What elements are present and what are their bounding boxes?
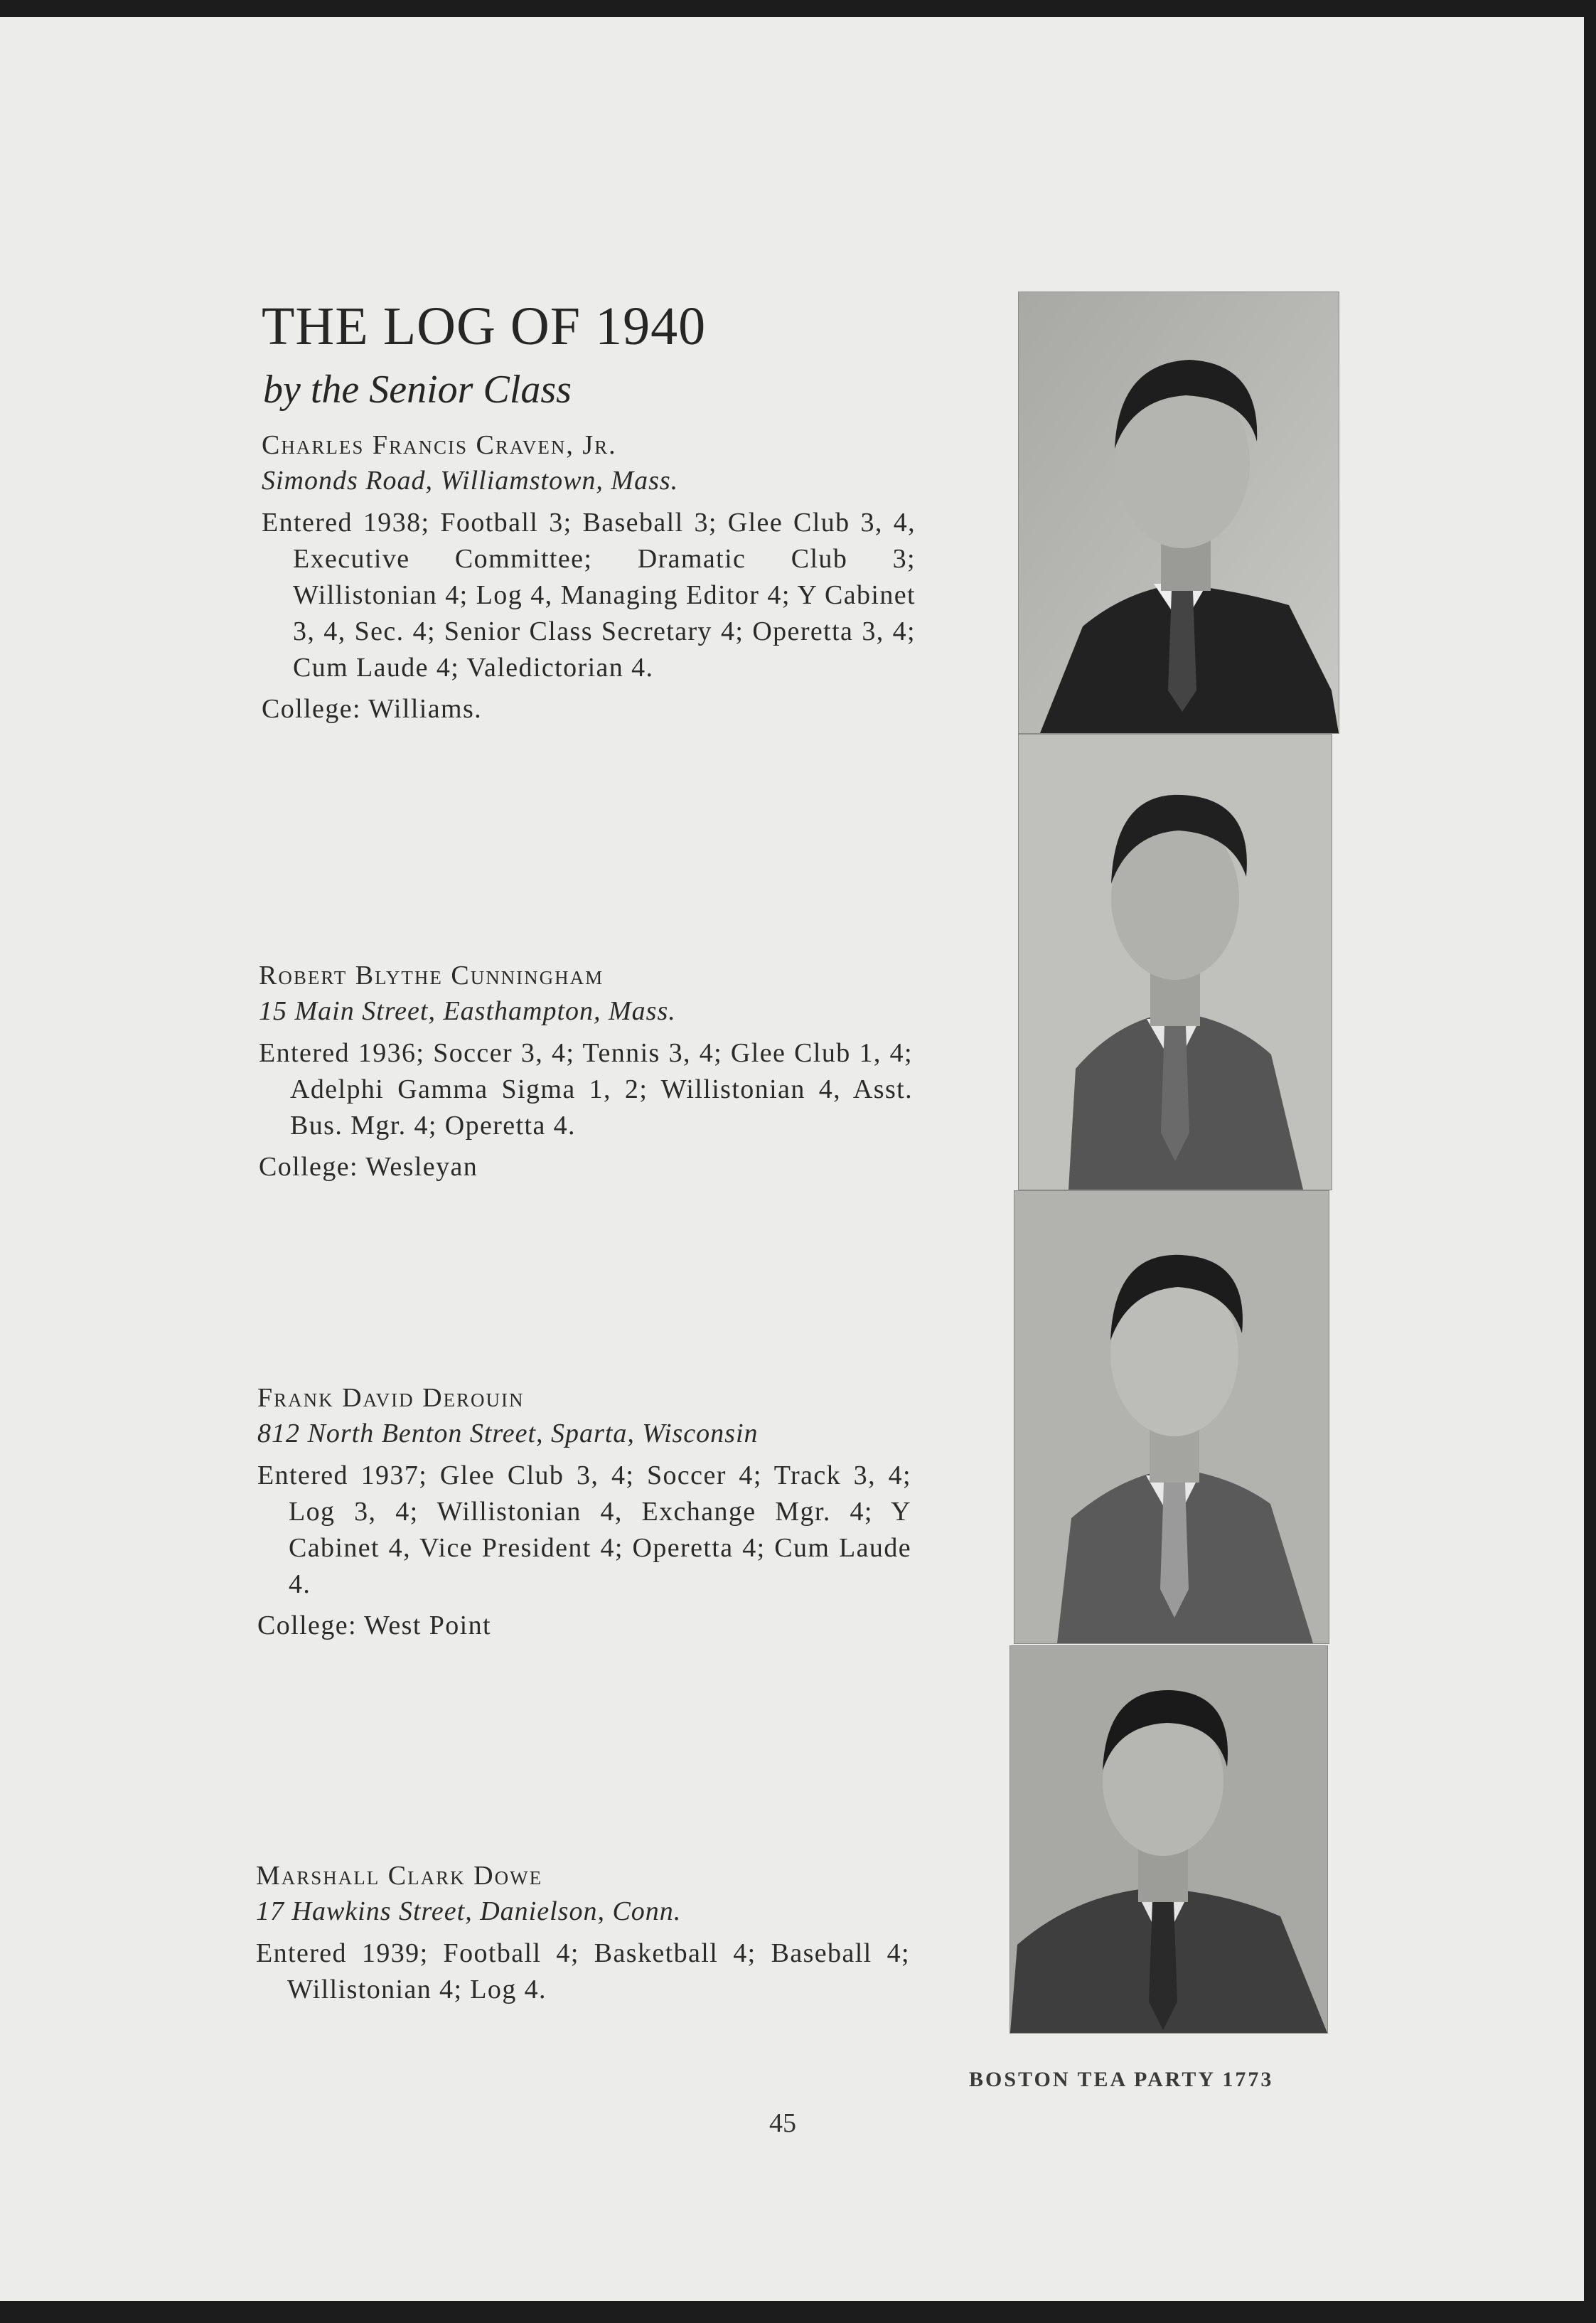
senior-entry bbox=[262, 429, 916, 725]
yearbook-page bbox=[0, 17, 1584, 2301]
page-number: 45 bbox=[769, 2108, 796, 2138]
photo-caption: BOSTON TEA PARTY 1773 bbox=[969, 2068, 1274, 2091]
senior-address: 812 North Benton Street, Sparta, Wisconsin bbox=[257, 1419, 759, 1448]
senior-entry bbox=[259, 960, 913, 1182]
senior-address: 17 Hawkins Street, Danielson, Conn. bbox=[256, 1896, 682, 1926]
senior-entry bbox=[257, 1382, 911, 1641]
senior-college: College: Wesleyan bbox=[259, 1152, 478, 1182]
page-title: THE LOG OF 1940 bbox=[262, 297, 707, 356]
senior-name: Charles Francis Craven, Jr. bbox=[262, 430, 617, 460]
senior-address: Simonds Road, Williamstown, Mass. bbox=[262, 466, 679, 496]
portrait-photo bbox=[1009, 1645, 1328, 2034]
senior-activities: Entered 1939; Football 4; Basketball 4; Baseball 4; Willistonian 4; Log 4. bbox=[256, 1938, 910, 2004]
senior-name: Robert Blythe Cunningham bbox=[259, 961, 604, 990]
senior-college: College: West Point bbox=[257, 1611, 491, 1640]
senior-activities: Entered 1937; Glee Club 3, 4; Soccer 4; Track 3, 4; Log 3, 4; Willistonian 4, Exchange Mgr. 4; Y Cabinet 4, Vice President 4; Operetta 4; Cum Laude 4. bbox=[257, 1460, 911, 1599]
senior-activities: Entered 1938; Football 3; Baseball 3; Glee Club 3, 4, Executive Committee; Dramatic Club 3; Willistonian 4; Log 4, Managing Editor 4; Y Cabinet 3, 4, Sec. 4; Senior Class Secretary 4; Operetta 3, 4; Cum Laude 4; Valedictorian 4. bbox=[262, 508, 916, 683]
portrait-photo bbox=[1014, 1190, 1329, 1644]
page-subtitle: by the Senior Class bbox=[263, 368, 572, 412]
senior-entry bbox=[256, 1860, 910, 2015]
senior-address: 15 Main Street, Easthampton, Mass. bbox=[259, 996, 676, 1026]
senior-name: Frank David Derouin bbox=[257, 1383, 525, 1413]
portrait-photo bbox=[1018, 292, 1339, 734]
portrait-photo bbox=[1018, 734, 1332, 1190]
senior-name: Marshall Clark Dowe bbox=[256, 1861, 543, 1891]
senior-activities: Entered 1936; Soccer 3, 4; Tennis 3, 4; Glee Club 1, 4; Adelphi Gamma Sigma 1, 2; Willistonian 4, Asst. Bus. Mgr. 4; Operetta 4. bbox=[259, 1038, 913, 1141]
senior-college: College: Williams. bbox=[262, 694, 483, 724]
